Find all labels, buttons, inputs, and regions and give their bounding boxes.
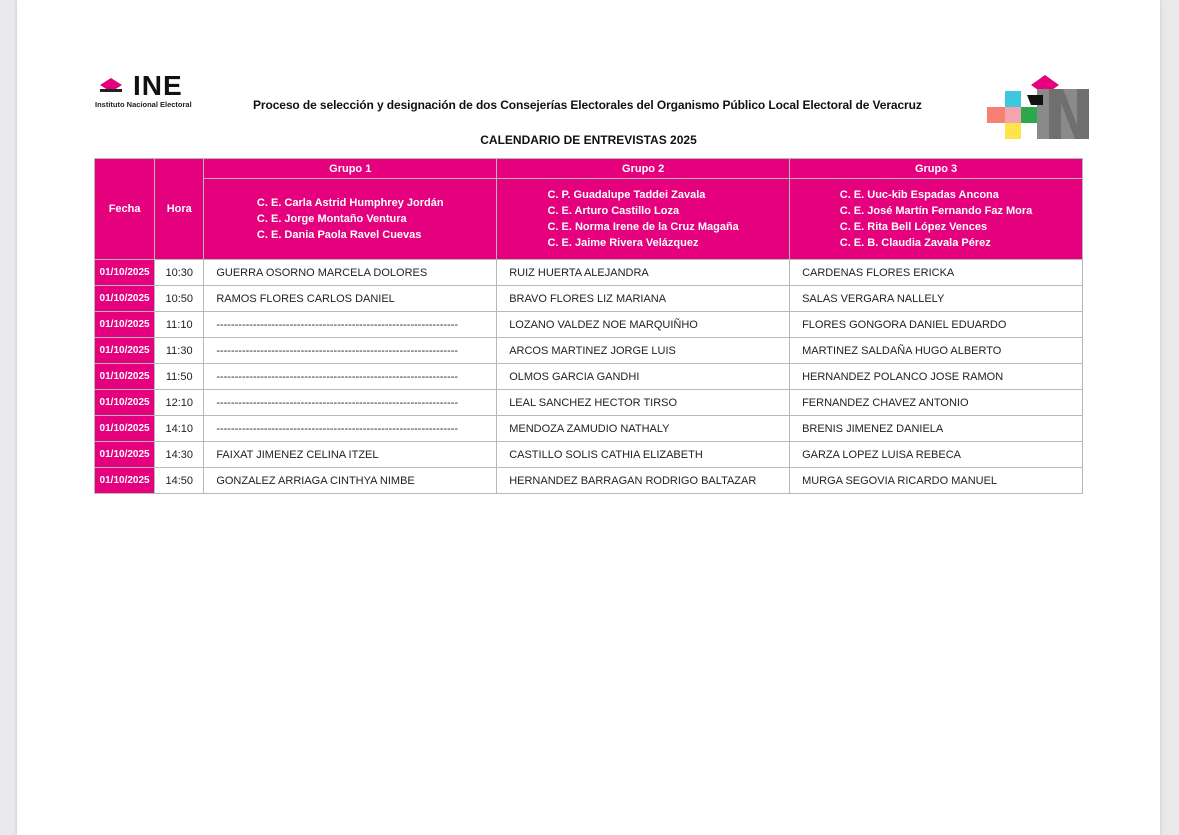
cell-grupo-1: GUERRA OSORNO MARCELA DOLORES bbox=[204, 260, 497, 286]
cell-fecha: 01/10/2025 bbox=[95, 442, 155, 468]
cell-grupo-2: OLMOS GARCIA GANDHI bbox=[497, 364, 790, 390]
cell-hora: 14:50 bbox=[155, 468, 204, 494]
cell-fecha: 01/10/2025 bbox=[95, 390, 155, 416]
cell-grupo-2: LEAL SANCHEZ HECTOR TIRSO bbox=[497, 390, 790, 416]
grupo-member: C. E. Dania Paola Ravel Cuevas bbox=[256, 229, 422, 241]
cell-grupo-3: MURGA SEGOVIA RICARDO MANUEL bbox=[790, 468, 1083, 494]
header-hora: Hora bbox=[155, 159, 204, 260]
grupo-member: C. E. Uuc-kib Espadas Ancona bbox=[839, 189, 999, 201]
interview-schedule-table bbox=[94, 158, 1083, 494]
cell-grupo-3: FLORES GONGORA DANIEL EDUARDO bbox=[790, 312, 1083, 338]
cell-grupo-1: ------------------------------------------------------------------ bbox=[204, 312, 497, 338]
grupo-member: C. E. B. Claudia Zavala Pérez bbox=[839, 237, 991, 249]
grupo-member: C. P. Guadalupe Taddei Zavala bbox=[547, 189, 706, 201]
grupo-member: C. E. Norma Irene de la Cruz Magaña bbox=[547, 221, 739, 233]
ine-logo bbox=[95, 70, 225, 110]
grupo-member: C. E. Carla Astrid Humphrey Jordán bbox=[256, 197, 444, 209]
cell-fecha: 01/10/2025 bbox=[95, 338, 155, 364]
cell-fecha: 01/10/2025 bbox=[95, 468, 155, 494]
cell-grupo-1: FAIXAT JIMENEZ CELINA ITZEL bbox=[204, 442, 497, 468]
table-row bbox=[95, 338, 1083, 364]
table-row bbox=[95, 416, 1083, 442]
cell-hora: 10:50 bbox=[155, 286, 204, 312]
cell-grupo-3: CARDENAS FLORES ERICKA bbox=[790, 260, 1083, 286]
cell-grupo-1: GONZALEZ ARRIAGA CINTHYA NIMBE bbox=[204, 468, 497, 494]
grupo-3-members bbox=[790, 179, 1083, 260]
table-row bbox=[95, 364, 1083, 390]
grupo-member: C. E. Jorge Montaño Ventura bbox=[256, 213, 407, 225]
cell-grupo-3: SALAS VERGARA NALLELY bbox=[790, 286, 1083, 312]
cell-grupo-2: MENDOZA ZAMUDIO NATHALY bbox=[497, 416, 790, 442]
cell-hora: 11:30 bbox=[155, 338, 204, 364]
cell-hora: 11:10 bbox=[155, 312, 204, 338]
header-grupo-2: Grupo 2 bbox=[497, 159, 790, 179]
cell-grupo-3: HERNANDEZ POLANCO JOSE RAMON bbox=[790, 364, 1083, 390]
cell-hora: 11:50 bbox=[155, 364, 204, 390]
cell-fecha: 01/10/2025 bbox=[95, 286, 155, 312]
grupo-1-members bbox=[204, 179, 497, 260]
cell-grupo-1: ------------------------------------------------------------------ bbox=[204, 416, 497, 442]
cell-grupo-1: ------------------------------------------------------------------ bbox=[204, 390, 497, 416]
cell-fecha: 01/10/2025 bbox=[95, 260, 155, 286]
document-title: CALENDARIO DE ENTREVISTAS 2025 bbox=[480, 133, 697, 147]
ine-diamond-icon bbox=[100, 78, 122, 92]
grupo-2-members bbox=[497, 179, 790, 260]
cell-grupo-3: FERNANDEZ CHAVEZ ANTONIO bbox=[790, 390, 1083, 416]
table-row bbox=[95, 468, 1083, 494]
cell-grupo-3: BRENIS JIMENEZ DANIELA bbox=[790, 416, 1083, 442]
cell-fecha: 01/10/2025 bbox=[95, 312, 155, 338]
cell-grupo-3: MARTINEZ SALDAÑA HUGO ALBERTO bbox=[790, 338, 1083, 364]
grupo-member: C. E. Jaime Rivera Velázquez bbox=[547, 237, 699, 249]
cell-fecha: 01/10/2025 bbox=[95, 364, 155, 390]
ine-logo-subtitle: Instituto Nacional Electoral bbox=[95, 100, 192, 109]
cell-hora: 14:30 bbox=[155, 442, 204, 468]
cell-grupo-1: ------------------------------------------------------------------ bbox=[204, 364, 497, 390]
cell-grupo-2: CASTILLO SOLIS CATHIA ELIZABETH bbox=[497, 442, 790, 468]
cell-grupo-2: BRAVO FLORES LIZ MARIANA bbox=[497, 286, 790, 312]
header-grupo-1: Grupo 1 bbox=[204, 159, 497, 179]
cell-hora: 14:10 bbox=[155, 416, 204, 442]
cell-grupo-2: RUIZ HUERTA ALEJANDRA bbox=[497, 260, 790, 286]
table-row bbox=[95, 260, 1083, 286]
grupo-member: C. E. Arturo Castillo Loza bbox=[547, 205, 680, 217]
header-fecha: Fecha bbox=[95, 159, 155, 260]
document-page bbox=[17, 0, 1160, 835]
cell-grupo-1: ------------------------------------------------------------------ bbox=[204, 338, 497, 364]
cell-grupo-2: LOZANO VALDEZ NOE MARQUIÑHO bbox=[497, 312, 790, 338]
table-row bbox=[95, 312, 1083, 338]
cell-hora: 10:30 bbox=[155, 260, 204, 286]
cell-grupo-2: ARCOS MARTINEZ JORGE LUIS bbox=[497, 338, 790, 364]
cell-grupo-2: HERNANDEZ BARRAGAN RODRIGO BALTAZAR bbox=[497, 468, 790, 494]
cell-grupo-1: RAMOS FLORES CARLOS DANIEL bbox=[204, 286, 497, 312]
ople-logo-icon bbox=[987, 75, 1089, 141]
header-title: Proceso de selección y designación de dos Consejerías Electorales del Organismo Público Local Electoral de Veracruz bbox=[253, 98, 922, 112]
cell-fecha: 01/10/2025 bbox=[95, 416, 155, 442]
table-row bbox=[95, 286, 1083, 312]
grupo-member: C. E. Rita Bell López Vences bbox=[839, 221, 988, 233]
cell-grupo-3: GARZA LOPEZ LUISA REBECA bbox=[790, 442, 1083, 468]
cell-hora: 12:10 bbox=[155, 390, 204, 416]
table-row bbox=[95, 442, 1083, 468]
ine-logo-word: INE bbox=[133, 70, 183, 101]
header-grupo-3: Grupo 3 bbox=[790, 159, 1083, 179]
grupo-member: C. E. José Martín Fernando Faz Mora bbox=[839, 205, 1033, 217]
table-row bbox=[95, 390, 1083, 416]
